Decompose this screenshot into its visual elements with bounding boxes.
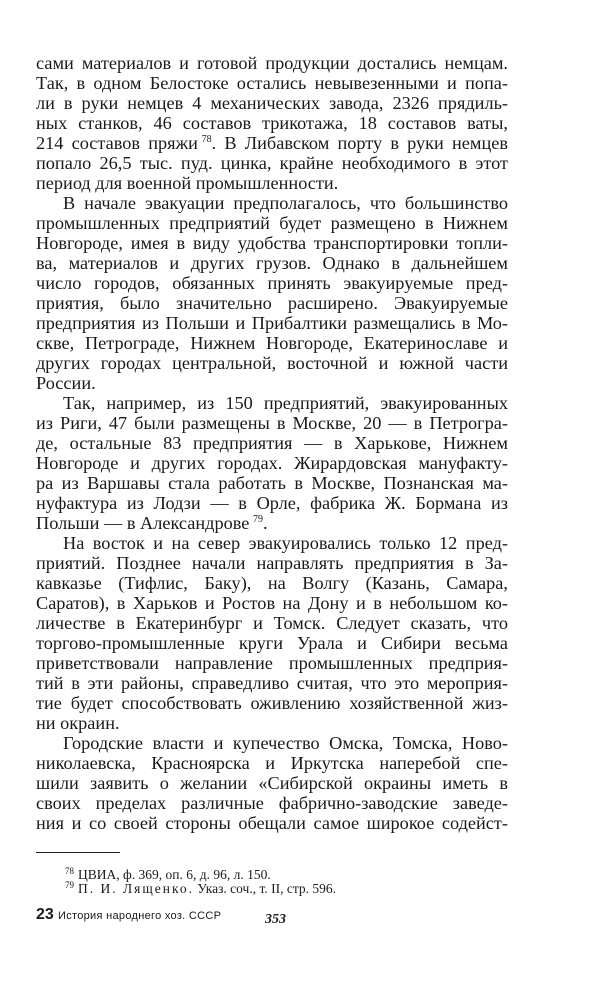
line-text: . <box>263 513 268 533</box>
footnote-reference: 79 <box>253 514 264 525</box>
line-text: промышленных предприятий будет размещено в Нижнем <box>36 213 508 233</box>
line-text: Новгороде и других городах. Жирардовская мануфакту- <box>36 453 508 473</box>
line-text: ния и со своей стороны обещали самое широкое содейст- <box>36 813 508 833</box>
text-line <box>36 413 508 433</box>
line-text: приветствовали направление промышленных предприя- <box>36 653 508 673</box>
text-line <box>36 793 508 813</box>
text-line <box>36 113 508 133</box>
line-text: Так, в одном Белостоке остались невывезенными и попа- <box>36 73 508 93</box>
text-line <box>36 53 508 73</box>
text-line <box>36 453 508 473</box>
text-line <box>36 233 508 253</box>
text-line <box>36 393 508 413</box>
line-text: предприятия из Польши и Прибалтики размещались в Мо- <box>36 313 508 333</box>
footnote-text: ЦВИА, ф. 369, оп. 6, д. 96, л. 150. <box>78 867 271 882</box>
line-text: из Риги, 47 были размещены в Москве, 20 — в Петрогра- <box>36 413 508 433</box>
paragraph <box>36 533 508 733</box>
line-text: Так, например, из 150 предприятий, эвакуированных <box>63 393 508 413</box>
text-line <box>36 213 508 233</box>
line-text: ни окраин. <box>36 713 120 733</box>
text-line <box>36 313 508 333</box>
paragraph <box>36 733 508 833</box>
text-line <box>36 733 508 753</box>
line-text: Городские власти и купечество Омска, Томска, Ново- <box>63 733 508 753</box>
text-line <box>36 633 508 653</box>
footnote-number: 78 <box>65 866 74 876</box>
footnote-number: 79 <box>65 880 74 890</box>
paragraph <box>36 393 508 533</box>
line-text: николаевска, Красноярска и Иркутска наперебой спе- <box>36 753 508 773</box>
text-line <box>36 133 508 153</box>
text-line <box>36 533 508 553</box>
line-text: сами материалов и готовой продукции достались немцам. <box>36 53 508 73</box>
text-line <box>36 253 508 273</box>
line-text: приятия, было значительно расширено. Эвакуируемые <box>36 293 508 313</box>
text-line <box>36 473 508 493</box>
line-text: ли в руки немцев 4 механических завода, 2326 прядиль- <box>36 93 508 113</box>
text-line <box>36 293 508 313</box>
footnote-reference: 78 <box>201 134 212 145</box>
paragraph <box>36 53 508 193</box>
footnote-78 <box>65 868 271 882</box>
line-text: ра из Варшавы стала работать в Москве, Познанская ма- <box>36 473 508 493</box>
text-line <box>36 773 508 793</box>
text-line <box>36 353 508 373</box>
line-text: личестве в Екатеринбург и Томск. Следует сказать, что <box>36 613 508 633</box>
line-text: ва, материалов и других грузов. Однако в дальнейшем <box>36 253 508 273</box>
line-text: торгово-промышленные круги Урала и Сибири весьма <box>36 633 508 653</box>
line-text: число городов, обязанных принять эвакуируемые пред- <box>36 273 508 293</box>
line-text: Новгороде, имея в виду удобства транспортировки топли- <box>36 233 508 253</box>
text-line <box>36 373 508 393</box>
text-line <box>36 653 508 673</box>
line-text: России. <box>36 373 96 393</box>
text-line <box>36 753 508 773</box>
footnote-text: Указ. соч., т. II, стр. 596. <box>193 881 337 896</box>
page-number: 353 <box>265 912 286 927</box>
line-text: приятий. Позднее начали направлять предприятия в За- <box>36 553 508 573</box>
paragraph <box>36 193 508 393</box>
line-text: 214 составов пряжи <box>36 133 198 153</box>
text-line <box>36 713 508 733</box>
text-line <box>36 273 508 293</box>
text-line <box>36 813 508 833</box>
line-text: попало 26,5 тыс. пуд. цинка, крайне необходимого в этот <box>36 153 508 173</box>
line-text: тий в эти районы, справедливо считая, что это мероприя- <box>36 673 508 693</box>
text-line <box>36 153 508 173</box>
text-line <box>36 613 508 633</box>
text-line <box>36 93 508 113</box>
footer-book-title: История народнего хоз. СССР <box>58 910 222 922</box>
line-text: . В Либавском порту в руки немцев <box>211 133 509 153</box>
text-line <box>36 573 508 593</box>
body-text <box>36 53 508 833</box>
line-text: других городах центральной, восточной и южной части <box>36 353 508 373</box>
line-text: В начале эвакуации предполагалось, что большинство <box>63 193 508 213</box>
text-line <box>36 493 508 513</box>
line-text: кавказье (Тифлис, Баку), на Волгу (Казань, Самара, <box>36 573 508 593</box>
text-line <box>36 513 508 533</box>
line-text: скве, Петрограде, Нижнем Новгороде, Екатеринославе и <box>36 333 508 353</box>
line-text: шили заявить о желании «Сибирской окраины иметь в <box>36 773 508 793</box>
line-text: ных станков, 46 составов трикотажа, 18 составов ваты, <box>36 113 508 133</box>
line-text: тие будет способствовать оживлению хозяйственной жиз- <box>36 693 508 713</box>
text-line <box>36 433 508 453</box>
text-line <box>36 673 508 693</box>
line-text: нуфактура из Лодзи — в Орле, фабрика Ж. Бормана из <box>36 493 508 513</box>
text-line <box>36 173 508 193</box>
text-line <box>36 593 508 613</box>
line-text: Польши — в Александрове <box>36 513 250 533</box>
line-text: На восток и на север эвакуировались только 12 пред- <box>63 533 508 553</box>
footnote-79 <box>65 882 336 896</box>
text-line <box>36 553 508 573</box>
signature-mark: 23 <box>36 906 54 923</box>
line-text: Саратов), в Харьков и Ростов на Дону и в небольшом ко- <box>36 593 508 613</box>
text-line <box>36 693 508 713</box>
line-text: период для военной промышленности. <box>36 173 339 193</box>
text-line <box>36 193 508 213</box>
line-text: своих пределах различные фабрично-заводские заведе- <box>36 793 508 813</box>
line-text: де, остальные 83 предприятия — в Харькове, Нижнем <box>36 433 508 453</box>
footnote-author: П. И. Лященко. <box>78 881 194 896</box>
text-line <box>36 73 508 93</box>
text-line <box>36 333 508 353</box>
footnote-separator <box>36 852 120 853</box>
